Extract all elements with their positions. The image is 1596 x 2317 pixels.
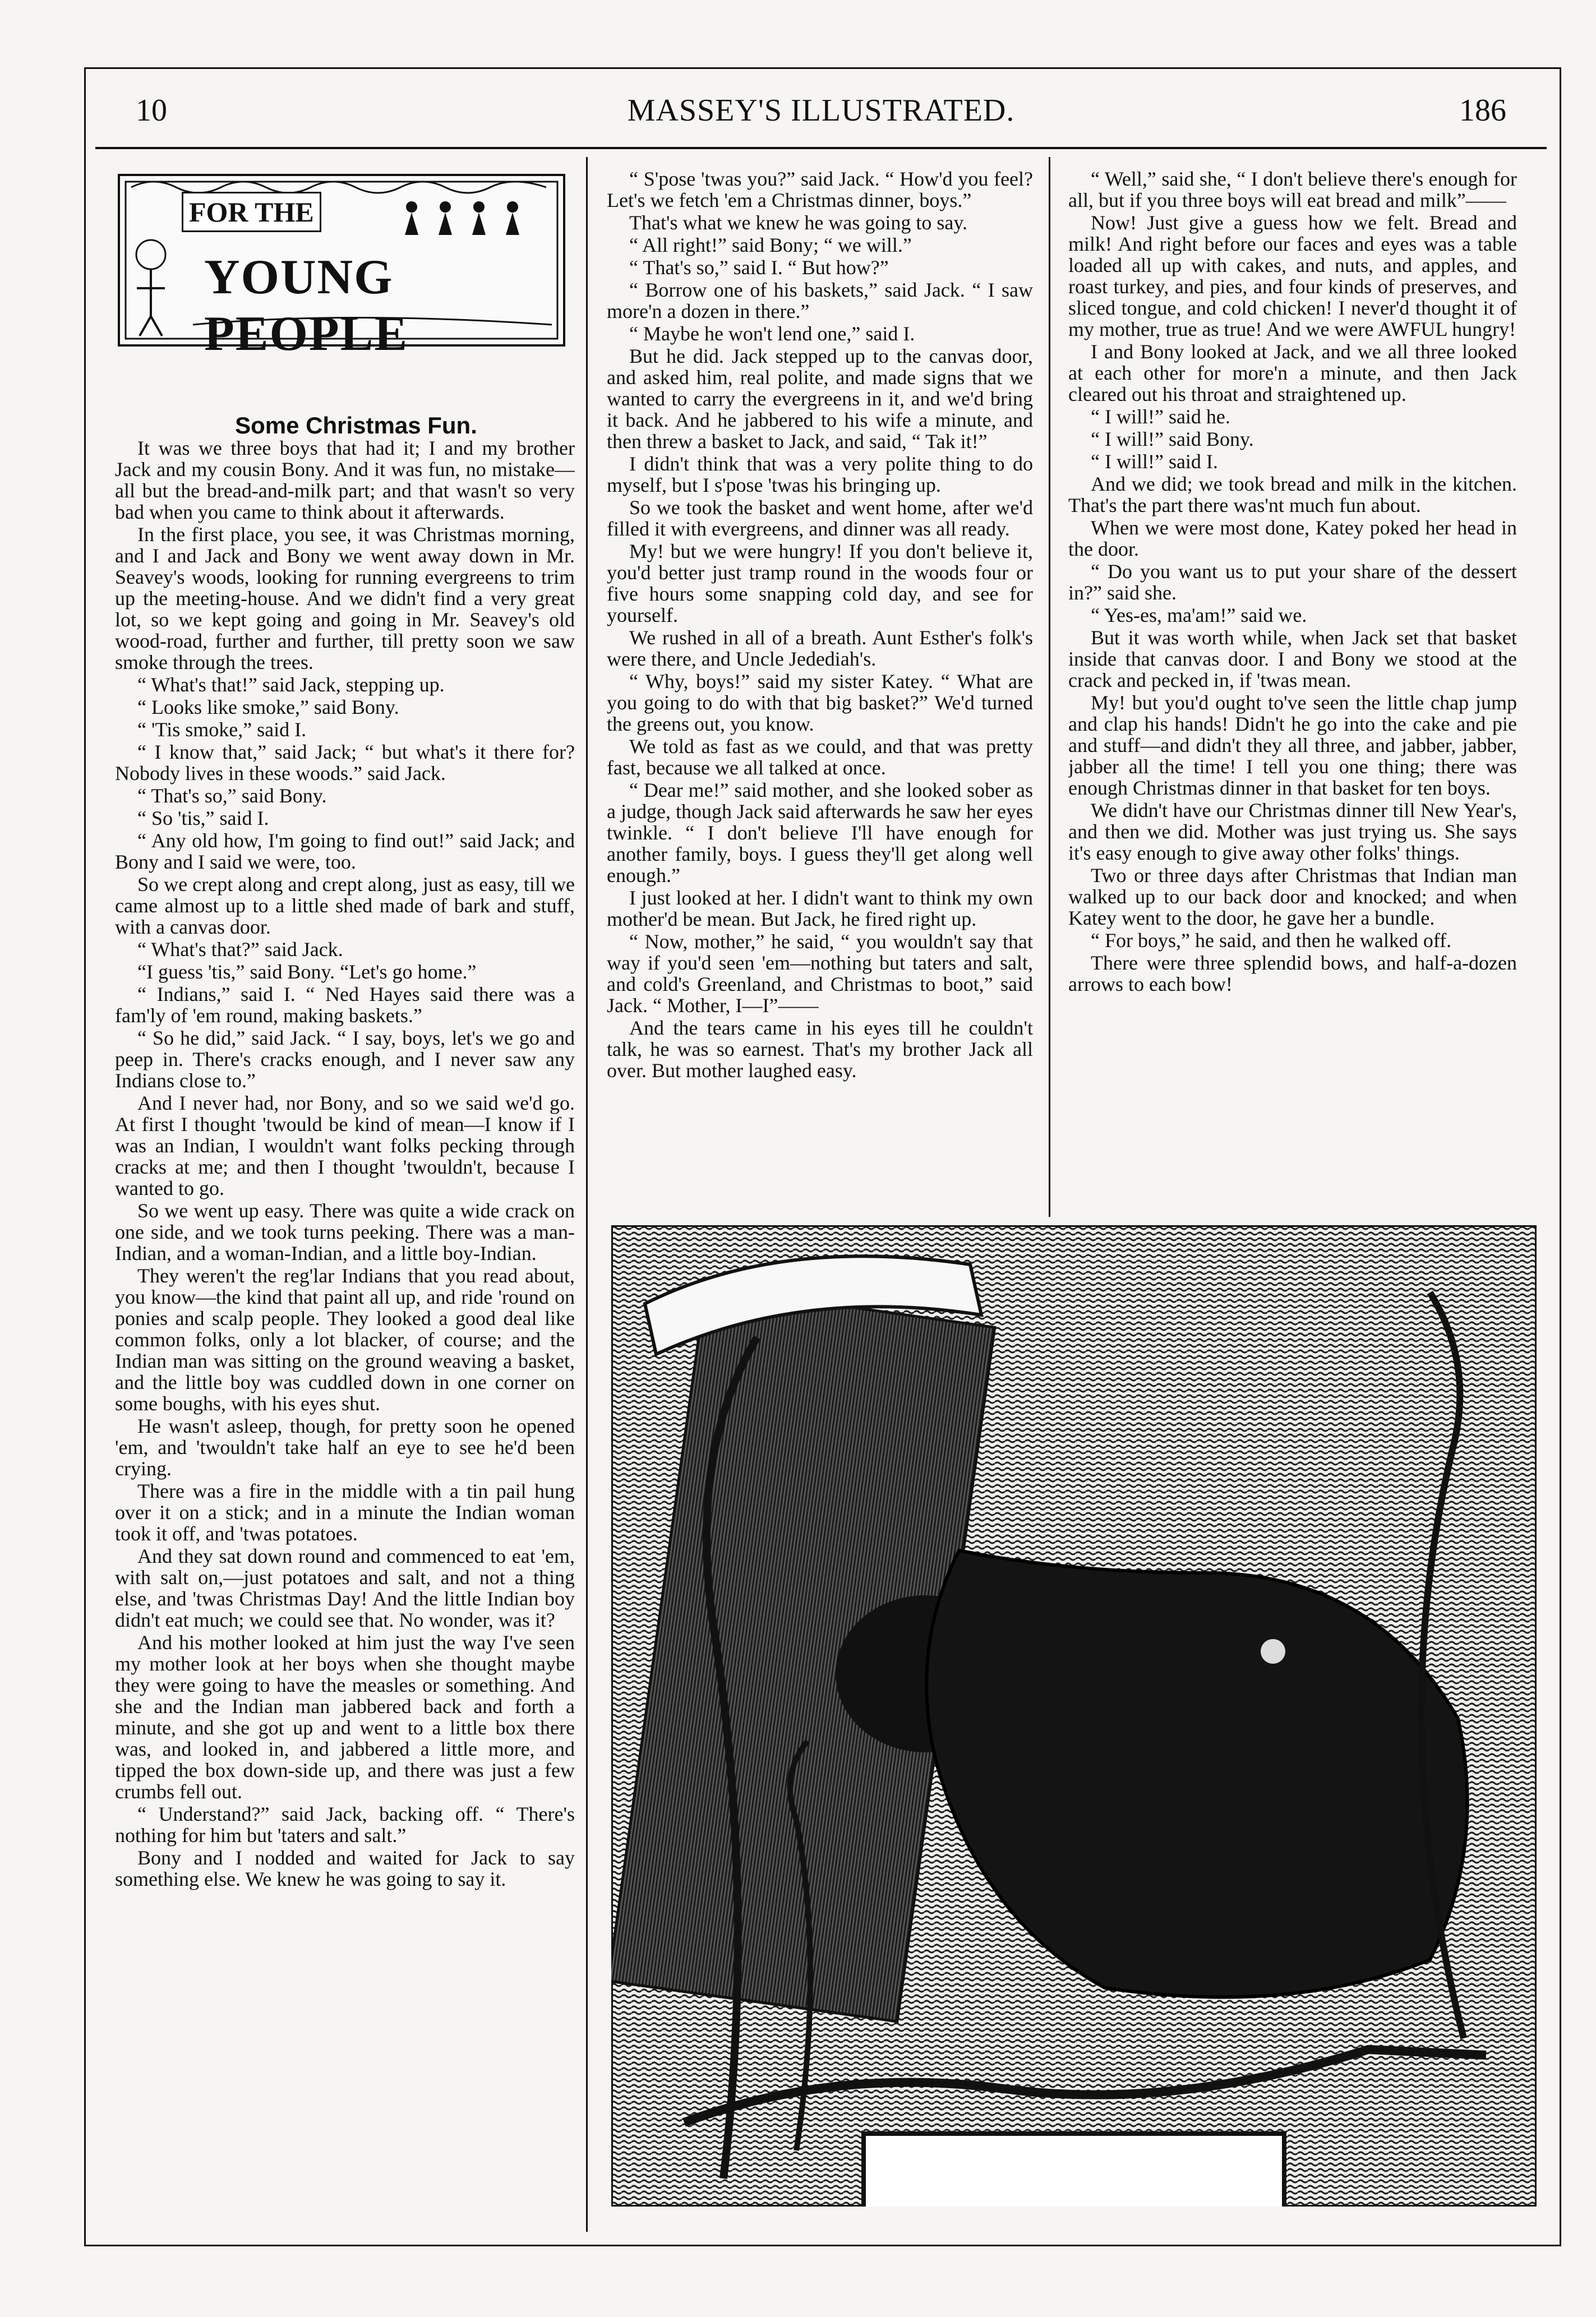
paragraph: “ S'pose 'twas you?” said Jack. “ How'd you feel? Let's we fetch 'em a Christmas dinner, boys.” bbox=[607, 168, 1033, 211]
paragraph: Two or three days after Christmas that Indian man walked up to our back door and knocked; and when Katey went to the door, he gave her a bundle. bbox=[1068, 864, 1517, 929]
paragraph: “ I will!” said Bony. bbox=[1091, 428, 1254, 450]
paragraph: My! but we were hungry! If you don't believe it, you'd better just tramp round in the woods four or five hours some snapping cold day, and see for yourself. bbox=[607, 540, 1033, 626]
paragraph: “ Any old how, I'm going to find out!” said Jack; and Bony and I said we were, too. bbox=[115, 829, 575, 873]
paragraph: “ So he did,” said Jack. “ I say, boys, let's we go and peep in. There's cracks enough, and I never saw any Indians close to.” bbox=[115, 1027, 575, 1092]
paragraph: And we did; we took bread and milk in the kitchen. That's the part there was'nt much fun about. bbox=[1068, 473, 1517, 516]
paragraph: And they sat down round and commenced to eat 'em, with salt on,—just potatoes and salt, and not a thing else, and 'twas Christmas Day! And the little Indian boy didn't eat much; we could see that. No wonder, was it? bbox=[115, 1545, 575, 1631]
paragraph: He wasn't asleep, though, for pretty soon he opened 'em, and 'twouldn't take half an eye to see he'd been crying. bbox=[115, 1415, 575, 1480]
paragraph: “ Borrow one of his baskets,” said Jack. “ I saw more'n a dozen in there.” bbox=[607, 279, 1033, 322]
page-number-left: 10 bbox=[136, 93, 167, 128]
paragraph: And I never had, nor Bony, and so we said we'd go. At first I thought 'twould be kind of mean—I know if I was an Indian, I wouldn't want folks pecking through cracks at me; and then I thought 'twouldn't, because I wanted to go. bbox=[115, 1092, 575, 1199]
paragraph: “ I know that,” said Jack; “ but what's it there for? Nobody lives in these woods.” said Jack. bbox=[115, 741, 575, 784]
paragraph: “ For boys,” he said, and then he walked off. bbox=[1091, 929, 1452, 952]
story-column-2 bbox=[607, 168, 1033, 1206]
paragraph: When we were most done, Katey poked her head in the door. bbox=[1068, 516, 1517, 560]
paragraph: “ I will!” said I. bbox=[1091, 450, 1218, 473]
paragraph: They weren't the reg'lar Indians that you read about, you know—the kind that paint all up, and ride 'round on ponies and scalp people. They looked a good deal like common folks, only a lot blacker, of course; and the Indian man was sitting on the ground weaving a basket, and the little boy was cuddled down in one corner on some boughs, with his eyes shut. bbox=[115, 1264, 575, 1415]
page-number-right: 186 bbox=[1459, 93, 1506, 128]
paragraph: “ Dear me!” said mother, and she looked sober as a judge, though Jack said afterwards he saw her eyes twinkle. “ I don't believe I'll have enough for another family, boys. I guess they'll get along well enough.” bbox=[607, 779, 1033, 887]
for-young-people-banner bbox=[118, 174, 565, 361]
paragraph: Bony and I nodded and waited for Jack to say something else. We knew he was going to say it. bbox=[115, 1847, 575, 1890]
running-head bbox=[84, 87, 1558, 137]
story-title: Some Christmas Fun. bbox=[235, 415, 477, 439]
paragraph: And the tears came in his eyes till he couldn't talk, he was so earnest. That's my brother Jack all over. But mother laughed easy. bbox=[607, 1017, 1033, 1082]
paragraph: “ Now, mother,” he said, “ you wouldn't say that way if you'd seen 'em—nothing but taters and salt, and cold's Greenland, and Christmas to boot,” said Jack. “ Mother, I—I”—— bbox=[607, 930, 1033, 1017]
paragraph: “ So 'tis,” said I. bbox=[137, 807, 269, 829]
paragraph: “ That's so,” said Bony. bbox=[137, 784, 327, 807]
paragraph: “ Indians,” said I. “ Ned Hayes said there was a fam'ly of 'em round, making baskets.” bbox=[115, 983, 575, 1027]
story-column-1 bbox=[115, 415, 575, 2209]
paragraph: “ Looks like smoke,” said Bony. bbox=[137, 696, 399, 718]
paragraph: There were three splendid bows, and half-a-dozen arrows to each bow! bbox=[1068, 952, 1517, 995]
paragraph: Now! Just give a guess how we felt. Bread and milk! And right before our faces and eyes was a table loaded all up with cakes, and nuts, and apples, and roast turkey, and pies, and four kinds of preserves, and sliced tongue, and cold chicken! I never'd thought it of my mother, true as true! And we were AWFUL hungry! bbox=[1068, 211, 1517, 340]
paragraph: But it was worth while, when Jack set that basket inside that canvas door. I and Bony we stood at the crack and pecked in, if 'twas mean. bbox=[1068, 626, 1517, 691]
paragraph: There was a fire in the middle with a tin pail hung over it on a stick; and in a minute the Indian woman took it off, and 'twas potatoes. bbox=[115, 1480, 575, 1545]
paragraph: I and Bony looked at Jack, and we all three looked at each other for more'n a minute, and then Jack cleared out his throat and straightened up. bbox=[1068, 340, 1517, 405]
paragraph: My! but you'd ought to've seen the little chap jump and clap his hands! Didn't he go into the cake and pie and stuff—and didn't they all three, and jabber, jabber, jabber all the time! I tell you one thing; there was enough Christmas dinner in that basket for ten boys. bbox=[1068, 691, 1517, 799]
paragraph: “ I will!” said he. bbox=[1091, 405, 1230, 428]
paragraph: “ That's so,” said I. “ But how?” bbox=[629, 256, 889, 279]
paragraph: I didn't think that was a very polite thing to do myself, but I s'pose 'twas his bringing up. bbox=[607, 453, 1033, 496]
paragraph: “ Understand?” said Jack, backing off. “ There's nothing for him but 'taters and salt.” bbox=[115, 1803, 575, 1847]
banner-title-line2: YOUNG PEOPLE bbox=[204, 250, 409, 361]
paragraph: “ Why, boys!” said my sister Katey. “ What are you going to do with that big basket?” We'd turned the greens out, you know. bbox=[607, 670, 1033, 735]
column-rule-2 bbox=[1049, 157, 1050, 1217]
paragraph: “ What's that!” said Jack, stepping up. bbox=[137, 673, 445, 696]
header-rule bbox=[95, 147, 1547, 149]
paragraph: So we crept along and crept along, just as easy, till we came almost up to a little shed made of bark and stuff, with a canvas door. bbox=[115, 873, 575, 938]
paragraph: It was we three boys that had it; I and my brother Jack and my cousin Bony. And it was fun, no mistake—all but the bread-and-milk part; and that wasn't so very bad when you came to think about it afterwards. bbox=[115, 437, 575, 523]
paragraph: We rushed in all of a breath. Aunt Esther's folk's were there, and Uncle Jedediah's. bbox=[607, 626, 1033, 670]
paragraph: “ 'Tis smoke,” said I. bbox=[137, 718, 307, 741]
paragraph: In the first place, you see, it was Christmas morning, and I and Jack and Bony we went away down in Mr. Seavey's woods, looking for running evergreens to trim up the meeting-house. And we didn't find a very great lot, so we kept going and going in Mr. Seavey's old wood-road, further and further, till pretty soon we saw smoke through the trees. bbox=[115, 523, 575, 673]
paragraph: We told as fast as we could, and that was pretty fast, because we all talked at once. bbox=[607, 735, 1033, 779]
paragraph: So we went up easy. There was quite a wide crack on one side, and we took turns peeking. There was a man-Indian, and a woman-Indian, and a little boy-Indian. bbox=[115, 1199, 575, 1264]
paragraph: We didn't have our Christmas dinner till New Year's, and then we did. Mother was just trying us. She says it's easy enough to give away other folks' things. bbox=[1068, 799, 1517, 864]
paragraph: I just looked at her. I didn't want to think my own mother'd be mean. But Jack, he fired right up. bbox=[607, 887, 1033, 930]
column-rule-1 bbox=[586, 157, 588, 2232]
paragraph: “ Well,” said she, “ I don't believe there's enough for all, but if you three boys will eat bread and milk”—— bbox=[1068, 168, 1517, 211]
paragraph: “ All right!” said Bony; “ we will.” bbox=[629, 234, 912, 256]
banner-title-line1: FOR THE bbox=[182, 192, 321, 232]
paragraph: “ Do you want us to put your share of the dessert in?” said she. bbox=[1068, 560, 1517, 604]
paragraph: That's what we knew he was going to say. bbox=[629, 211, 968, 234]
story-column-3 bbox=[1068, 168, 1517, 1206]
paragraph: “ Maybe he won't lend one,” said I. bbox=[629, 322, 915, 345]
masthead-title: MASSEY'S ILLUSTRATED. bbox=[627, 93, 1015, 128]
paragraph: “ Yes-es, ma'am!” said we. bbox=[1091, 604, 1307, 626]
paragraph: But he did. Jack stepped up to the canvas door, and asked him, real polite, and made signs that we wanted to carry the evergreens in it, and we'd bring it back. And he jabbered to his wife a minute, and then threw a basket to Jack, and said, “ Tak it!” bbox=[607, 345, 1033, 453]
paragraph: “I guess 'tis,” said Bony. “Let's go home.” bbox=[137, 961, 477, 983]
bird-engraving-illustration bbox=[611, 1225, 1537, 2207]
paragraph: “ What's that?” said Jack. bbox=[137, 938, 343, 961]
paragraph: And his mother looked at him just the way I've seen my mother look at her boys when she thought maybe they were going to have the measles or something. And she and the Indian man jabbered back and forth a minute, and she got up and went to a little box there was, and looked in, and jabbered a little more, and tipped the box down-side up, and there was just a few crumbs fell out. bbox=[115, 1631, 575, 1803]
paragraph: So we took the basket and went home, after we'd filled it with evergreens, and dinner was all ready. bbox=[607, 496, 1033, 540]
